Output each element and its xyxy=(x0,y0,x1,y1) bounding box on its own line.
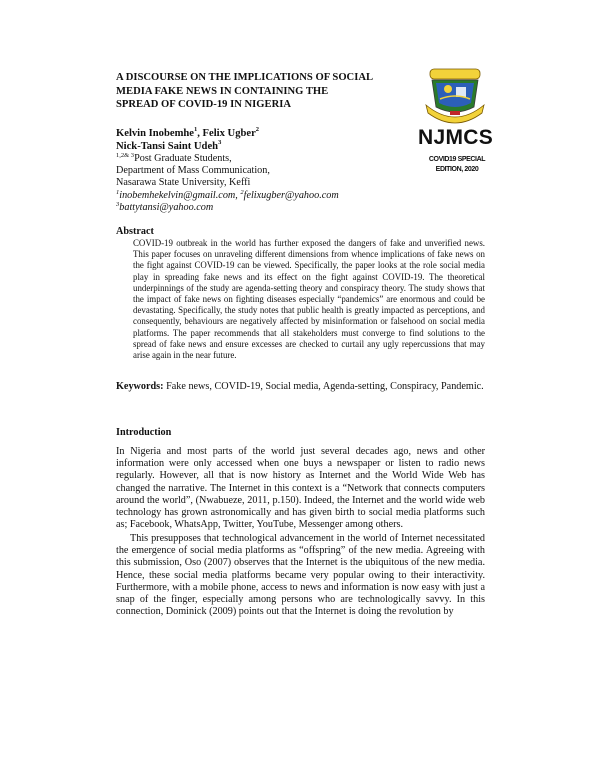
authors-line-2 xyxy=(116,140,259,153)
author-1: Kelvin Inobemhe xyxy=(116,128,194,139)
keywords xyxy=(116,381,485,394)
affiliation-department: Department of Mass Communication, xyxy=(116,165,270,177)
email-1-link[interactable]: inobemhekelvin@gmail.com, xyxy=(119,189,238,201)
journal-logo xyxy=(422,67,488,129)
journal-edition xyxy=(425,155,489,175)
email-3-link[interactable]: battytansi@yahoo.com xyxy=(119,201,214,213)
edition-line-2: EDITION, 2020 xyxy=(435,166,479,173)
title-line-3: SPREAD OF COVID-19 IN NIGERIA xyxy=(116,99,292,111)
journal-name: NJMCS xyxy=(418,126,494,149)
affiliation-sup: 1,2& 3 xyxy=(116,152,135,159)
author-2: , Felix Ugber xyxy=(197,128,256,139)
abstract-text: COVID-19 outbreak in the world has further exposed the dangers of fake and unverified news. This paper focuses on unraveling different dimensions from whence implications of fake news on the fight against COVID-19 can be viewed. Specifically, the paper looks at the role social media play in spreading fake news and its effect on the fight against COVID-19. The theoretical underpinnings of the study are agenda-setting theory and conspiracy theory. The study shows that the impact of fake news on fighting diseases especially “pandemics” are enormous and could be devastating. Specifically, the study notes that public health is greatly impacted as perceptions, and consequently, behaviours are negatively affected by misinformation or falsehood on social media platforms. The paper recommends that all stakeholders must converge to find solutions to the spread of fake news and ensure excesses are checked to curtail any ugly repercussions that may arise again in the near future. xyxy=(133,238,485,361)
affiliation xyxy=(116,153,339,214)
author-3: Nick-Tansi Saint Udeh xyxy=(116,141,219,152)
title-line-1: A DISCOURSE ON THE IMPLICATIONS OF SOCIAL xyxy=(116,72,374,83)
email-2-sup: 2 xyxy=(240,188,244,196)
email-line-1 xyxy=(116,190,339,202)
author-3-sup: 3 xyxy=(218,139,222,146)
affiliation-role: Post Graduate Students, xyxy=(134,153,232,164)
paper-title xyxy=(116,71,406,112)
email-2-link[interactable]: felixugber@yahoo.com xyxy=(243,189,339,201)
authors xyxy=(116,127,259,153)
journal-logo-graphic xyxy=(422,67,488,129)
email-1-sup: 1 xyxy=(116,188,120,196)
affiliation-line-1 xyxy=(116,153,339,165)
email-line-2 xyxy=(116,202,339,214)
edition-line-1: COVID19 SPECIAL xyxy=(428,156,486,163)
author-2-sup: 2 xyxy=(255,126,260,133)
keywords-text: Fake news, COVID-19, Social media, Agenda-setting, Conspiracy, Pandemic. xyxy=(163,381,484,392)
introduction-paragraph-2: This presupposes that technological advancement in the world of Internet necessitated the emergence of social media platforms as “offspring” of the new media. Agreeing with this submission, Oso (2007) observes that the Internet is the ubiquitous of the new media. Hence, these social media platforms became very popular owing to their interactivity. Furthermore, with a mobile phone, access to news and information is now easy with just a snap of the finger, especially among persons who are technologically savvy. In this connection, Dominick (2009) points out that the Internet is doing the revolution by xyxy=(116,533,485,618)
affiliation-university: Nasarawa State University, Keffi xyxy=(116,177,251,189)
keywords-label: Keywords: xyxy=(116,381,164,392)
introduction-paragraph-1: In Nigeria and most parts of the world just several decades ago, news and other information were only accessed when one buys a newspaper or listen to radio news regularly. However, all that is now history as Internet and the World Wide Web has changed the narrative. The Internet in this context is a “Network that connects computers around the world”, (Nwabueze, 2011, p.150). Indeed, the Internet and the world wide web technology has grown astronomically and has given birth to social media platforms such as; Facebook, WhatsApp, Twitter, YouTube, Messenger among others. xyxy=(116,446,485,531)
abstract-heading: Abstract xyxy=(116,226,154,237)
title-line-2: MEDIA FAKE NEWS IN CONTAINING THE xyxy=(116,85,329,97)
authors-line-1 xyxy=(116,127,259,140)
introduction-heading: Introduction xyxy=(116,427,172,438)
email-3-sup: 3 xyxy=(116,200,120,208)
author-1-sup: 1 xyxy=(194,126,198,133)
